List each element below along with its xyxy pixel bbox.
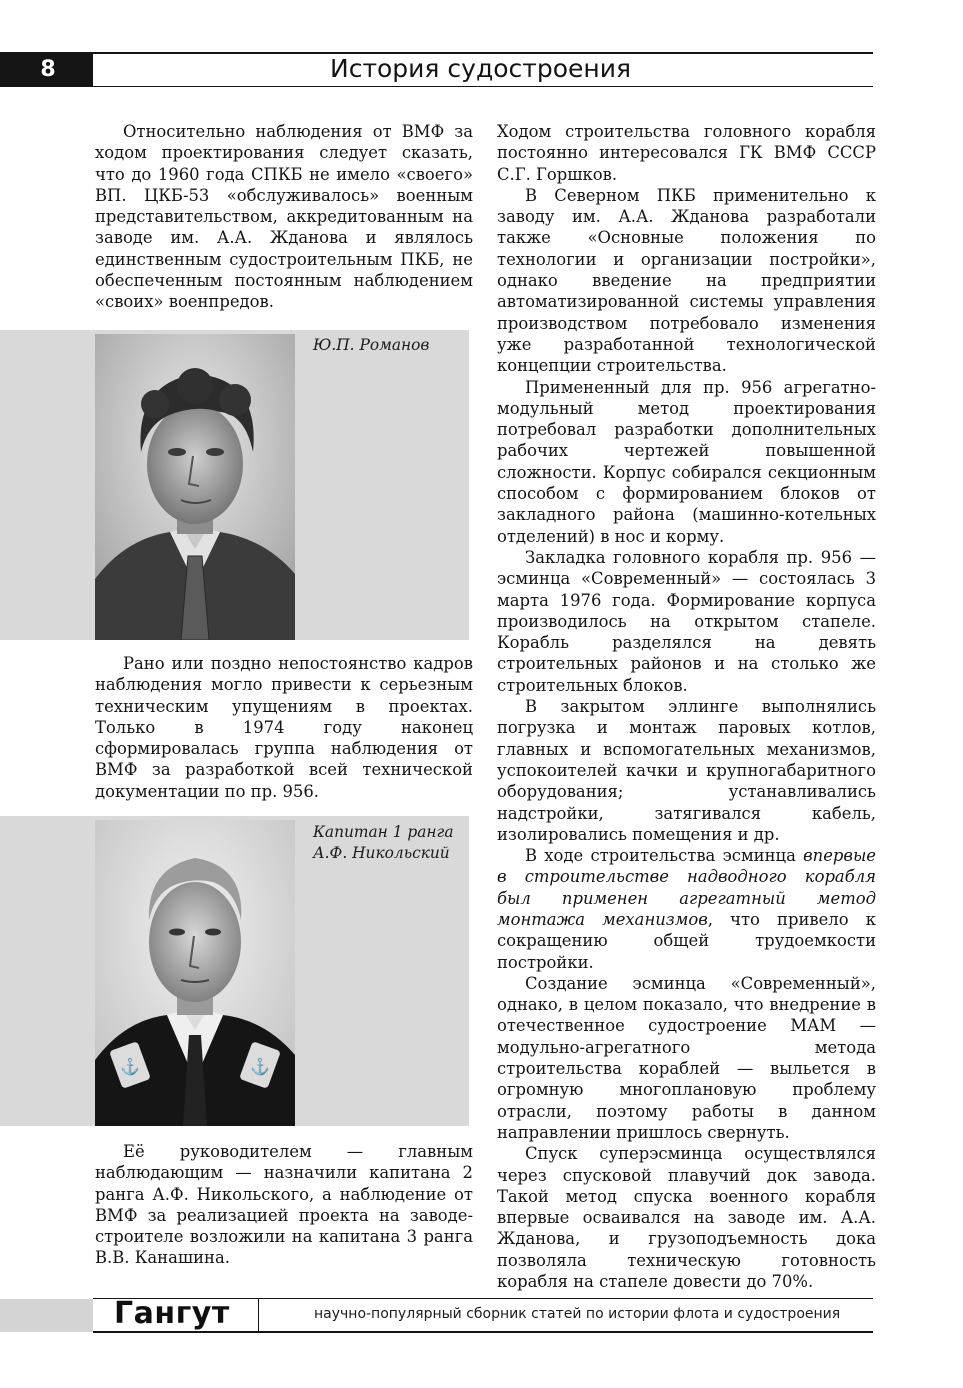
page-number: 8 — [40, 57, 56, 82]
caption-nikolsky-line-1: Капитан 1 ранга — [313, 823, 454, 841]
left-paragraph-1: Относительно наблюдения от ВМФ за ходом проектирования следует сказать, что до 1960 года СПКБ не имело «своего» ВП. ЦКБ-53 «обслуживалось» военным представительством, аккредитованным на заводе им. А.А. Жданова и являлось единственным судостроительным ПКБ, не обеспеченным постоянным наблюдением «своих» военпредов. — [95, 122, 473, 312]
right-paragraph-6-end: , что привело к сокращению общей трудоемкости постройки. — [497, 909, 876, 972]
right-paragraph-8: Спуск суперэсминца осуществлялся через спусковой плавучий док завода. Такой метод спуска военного корабля впервые осваивался на заводе им. А.А. Жданова, и грузоподъемность дока позволяла техническую готовность корабля на стапеле довести до 70%. — [497, 1144, 876, 1292]
right-paragraph-6-start: В ходе строительства эсминца — [525, 846, 804, 866]
portrait-romanov-image — [95, 334, 295, 640]
left-paragraph-1-block — [95, 121, 473, 313]
right-paragraph-6 — [497, 845, 876, 973]
portrait-nikolsky-image — [95, 820, 295, 1126]
svg-text:⚓: ⚓ — [120, 1057, 140, 1076]
left-paragraph-3: Её руководителем — главным наблюдающим — назначили капитана 2 ранга А.Ф. Никольского, а наблюдение от ВМФ за реализацией проекта на заводе-строителе возложили на капитана 3 ранга В.В. Канашина. — [95, 1142, 473, 1268]
left-paragraph-2-block — [95, 653, 473, 802]
right-paragraph-7: Создание эсминца «Современный», однако, в целом показало, что внедрение в отечественное судостроение МАМ — модульно-агрегатного метода строительства кораблей — выльется в огромную многоплановую проблему отрасли, поэтому работы в данном направлении пришлось свернуть. — [497, 973, 876, 1142]
right-paragraph-3: Примененный для пр. 956 агрегатно-модульный метод проектирования потребовал разработки дополнительных рабочих чертежей повышенной сложности. Корпус собирался секционным способом с формированием блоков от закладного района (машинно-котельных отделений) в нос и корму. — [497, 377, 876, 546]
caption-romanov-line-1: Ю.П. Романов — [313, 336, 430, 354]
caption-nikolsky-line-2: А.Ф. Никольский — [313, 844, 450, 862]
right-paragraph-1: Ходом строительства головного корабля постоянно интересовался ГК ВМФ СССР С.Г. Горшков. — [497, 122, 876, 184]
footer-separator — [258, 1298, 259, 1332]
right-column — [497, 121, 876, 1292]
running-title: История судостроения — [330, 54, 632, 83]
svg-text:⚓: ⚓ — [250, 1057, 270, 1076]
caption-nikolsky — [313, 822, 454, 864]
left-paragraph-3-block — [95, 1141, 473, 1269]
gangut-logo: Гангут — [114, 1296, 230, 1331]
right-paragraph-4: Закладка головного корабля пр. 956 — эсминца «Современный» — состоялась 3 марта 1976 года. Формирование корпуса производилось на открытом стапеле. Корабль разделялся на девять строительных районов и на столько же строительных блоков. — [497, 547, 876, 695]
caption-romanov — [313, 335, 429, 356]
portrait-romanov-photo — [95, 334, 295, 640]
header-rule-bottom — [93, 86, 873, 87]
right-paragraph-6-emphasis: впервые в строительстве надводного корабля был применен агрегатный метод монтажа механизмов — [497, 846, 876, 929]
left-paragraph-2: Рано или поздно непостоянство кадров наблюдения могло привести к серьезным техническим упущениям в проектах. Только в 1974 году наконец сформировалась группа наблюдения от ВМФ за разработкой всей технической документации по пр. 956. — [95, 654, 473, 801]
right-paragraph-5: В закрытом эллинге выполнялись погрузка и монтаж паровых котлов, главных и вспомогательных механизмов, успокоителей качки и крупногабаритного оборудования; устанавливались надстройки, затягивался кабель, изолировались помещения и др. — [497, 697, 876, 844]
footer-tagline: научно-популярный сборник статей по истории флота и судостроения — [314, 1306, 841, 1322]
footer-gray-band — [0, 1299, 93, 1332]
portrait-nikolsky-photo — [95, 820, 295, 1126]
right-paragraph-2: В Северном ПКБ применительно к заводу им. А.А. Жданова разработали также «Основные положения по технологии и организации постройки», однако введение на предприятии автоматизированной системы управления производством потребовало изменения уже разработанной технологической концепции строительства. — [497, 185, 876, 376]
